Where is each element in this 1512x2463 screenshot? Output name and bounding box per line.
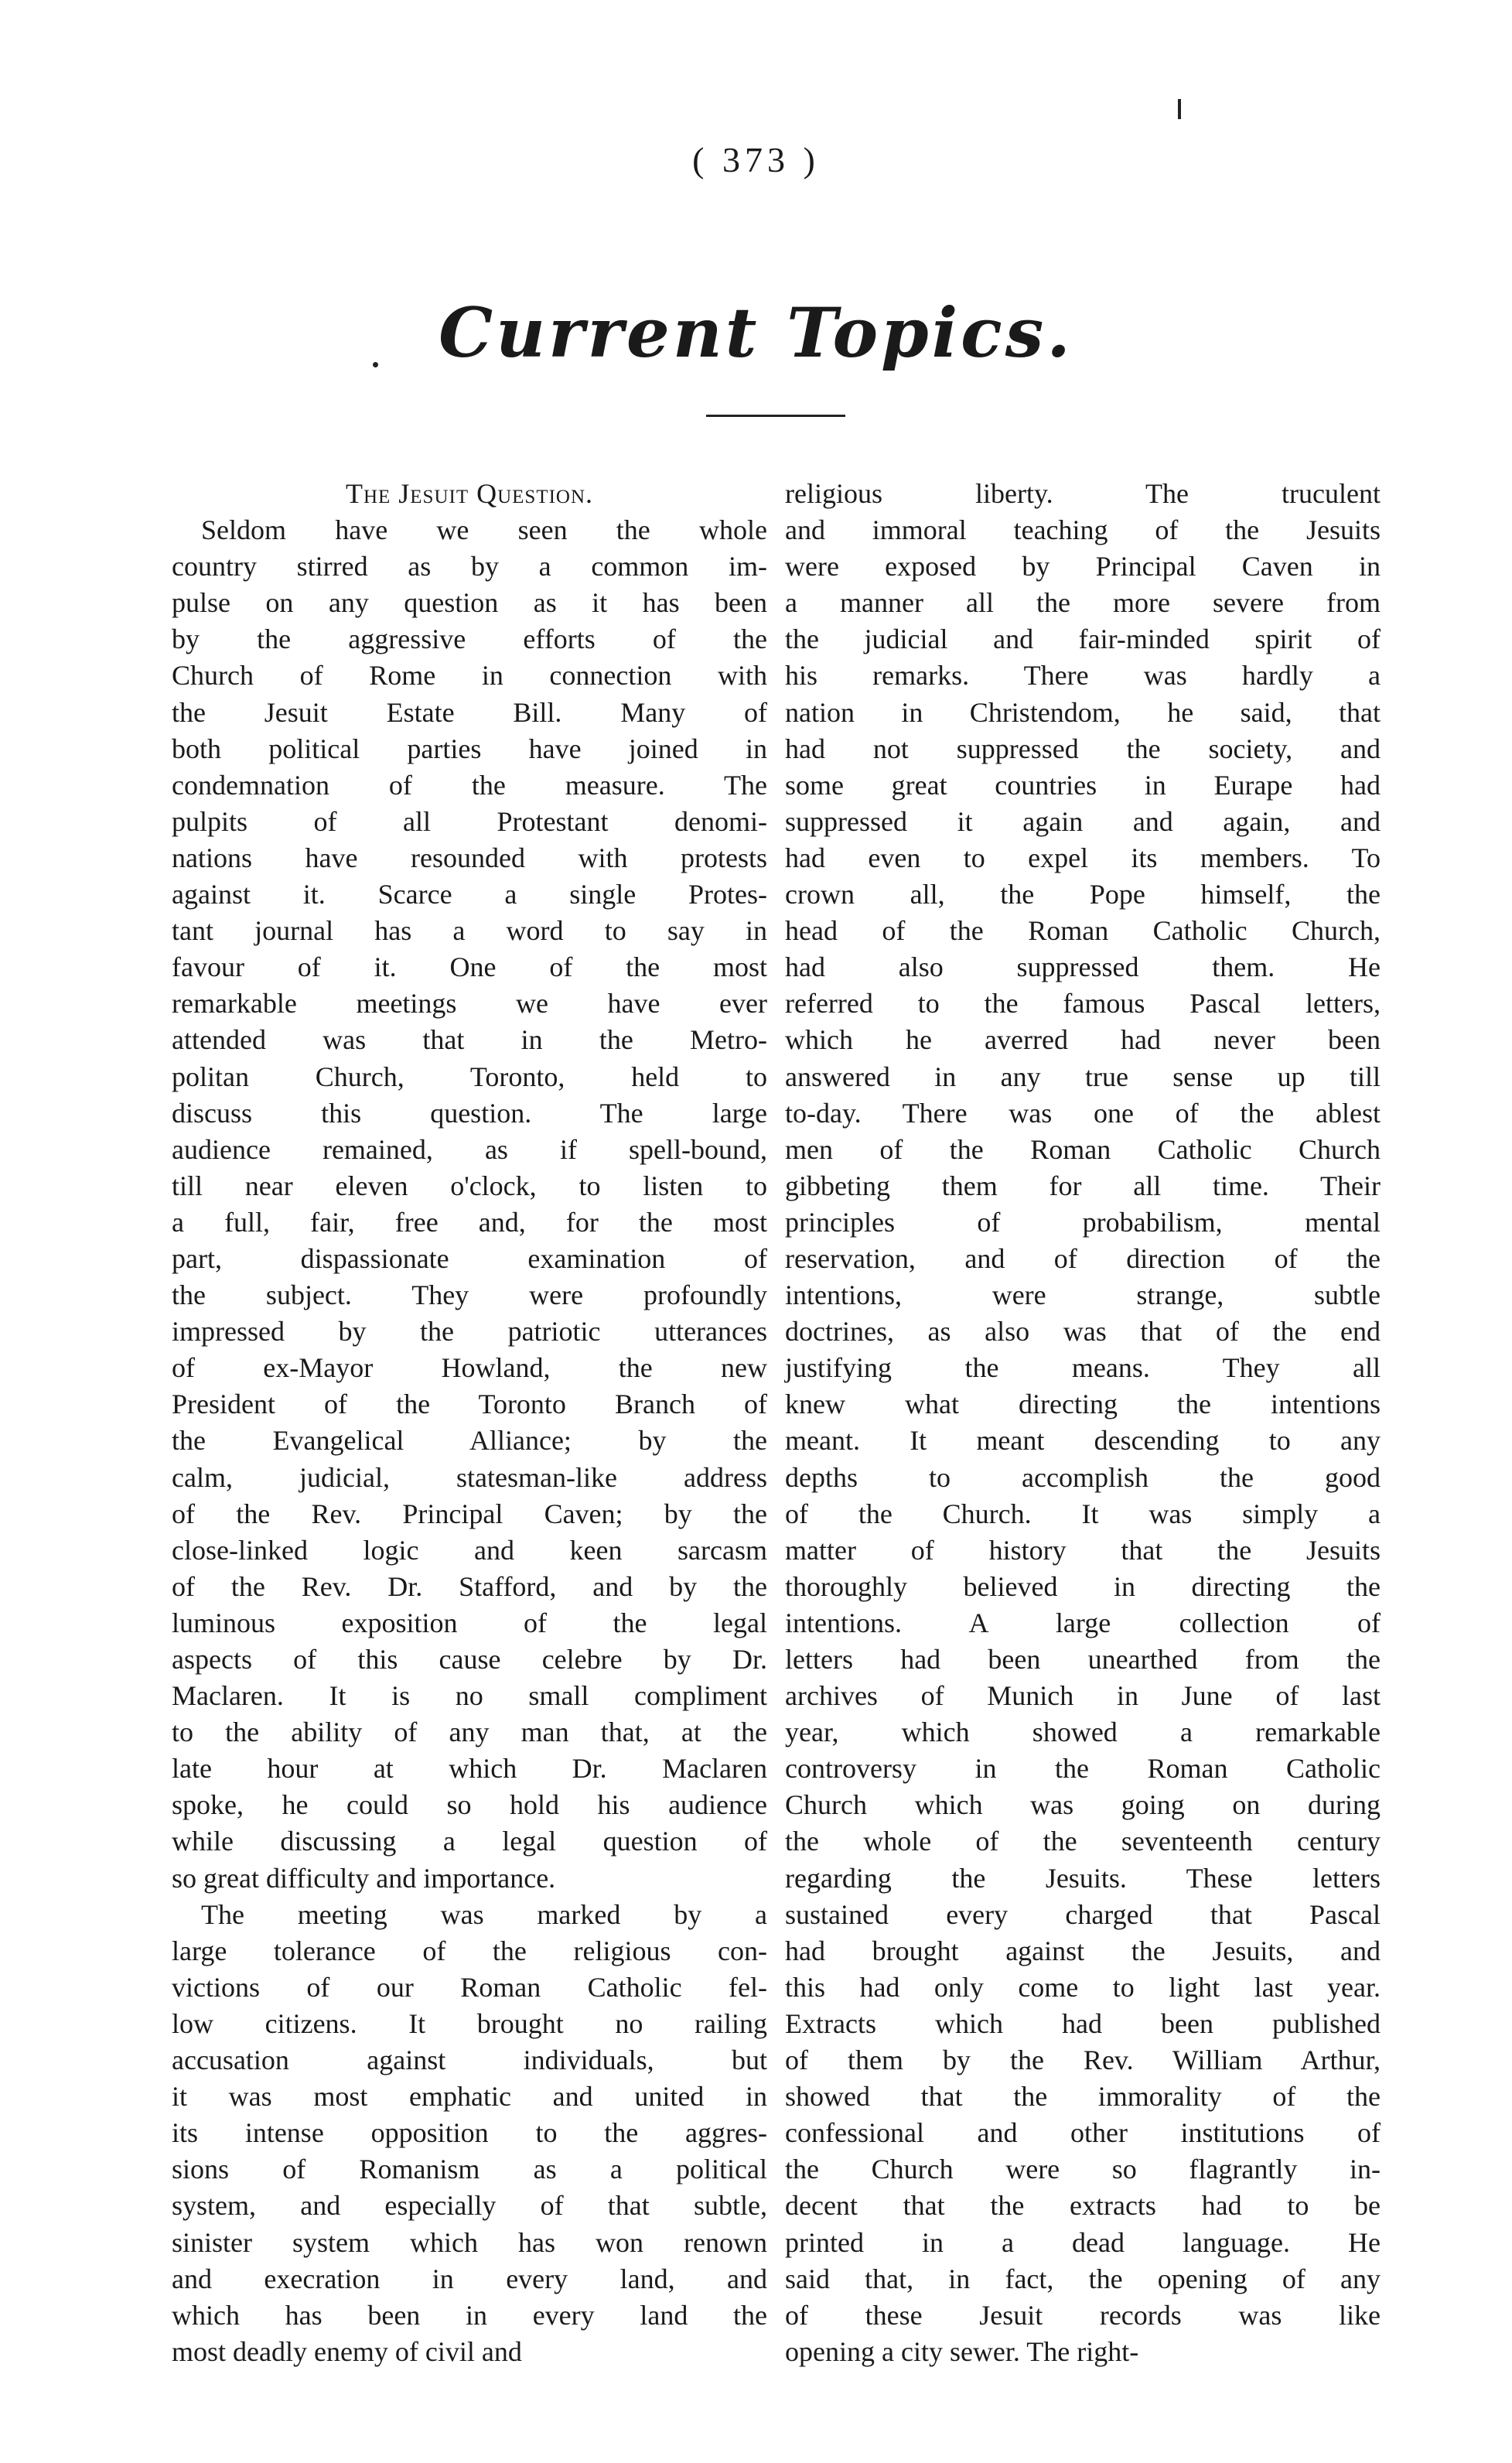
text-line: part, dispassionate examination of (172, 1242, 767, 1274)
text-line: of the Rev. Principal Caven; by the (172, 1498, 767, 1529)
text-line: against it. Scarce a single Protes- (172, 879, 767, 910)
text-line: answered in any true sense up till (785, 1061, 1381, 1092)
text-line: close-linked logic and keen sarcasm (172, 1534, 767, 1566)
page-title: Current Topics. (439, 292, 1073, 373)
text-line: principles of probabilism, mental (785, 1206, 1381, 1238)
text-line: matter of history that the Jesuits (785, 1534, 1381, 1566)
text-line: luminous exposition of the legal (172, 1607, 767, 1638)
title-rule (706, 415, 845, 417)
text-line: of the Church. It was simply a (785, 1498, 1381, 1529)
left-column (172, 476, 767, 2370)
text-line: intentions. A large collection of (785, 1607, 1381, 1638)
page-number: ( 373 ) (692, 140, 820, 179)
text-line: impressed by the patriotic utterances (172, 1316, 767, 1348)
text-line: meant. It meant descending to any (785, 1425, 1381, 1457)
text-line: spoke, he could so hold his audience (172, 1789, 767, 1821)
text-line: referred to the famous Pascal letters, (785, 988, 1381, 1020)
text-line: confessional and other institutions of (785, 2117, 1381, 2149)
text-line: remarkable meetings we have ever (172, 988, 767, 1020)
text-line: knew what directing the intentions (785, 1389, 1381, 1420)
text-line: and immoral teaching of the Jesuits (785, 514, 1381, 546)
section-heading: The Jesuit Question. (345, 478, 594, 509)
text-line: the whole of the seventeenth century (785, 1826, 1381, 1857)
text-line: a full, fair, free and, for the most (172, 1206, 767, 1238)
text-line: letters had been unearthed from the (785, 1644, 1381, 1675)
text-line: had even to expel its members. To (785, 842, 1381, 873)
text-line: its intense opposition to the aggres- (172, 2117, 767, 2149)
stray-dot (373, 362, 378, 367)
text-line: the Church were so flagrantly in- (785, 2154, 1381, 2185)
text-line: calm, judicial, statesman-like address (172, 1461, 767, 1493)
text-line: of the Rev. Dr. Stafford, and by the (172, 1570, 767, 1602)
text-line: Church of Rome in connection with (172, 660, 767, 692)
text-line: suppressed it again and again, and (785, 805, 1381, 837)
text-line: The meeting was marked by a (201, 1898, 767, 1930)
text-line: country stirred as by a common im- (172, 551, 767, 582)
text-line: justifying the means. They all (785, 1352, 1381, 1384)
text-line: said that, in fact, the opening of any (785, 2263, 1381, 2294)
text-line: thoroughly believed in directing the (785, 1570, 1381, 1602)
text-line: depths to accomplish the good (785, 1461, 1381, 1493)
text-line: till near eleven o'clock, to listen to (172, 1170, 767, 1201)
text-line: year, which showed a remarkable (785, 1717, 1381, 1748)
text-line: printed in a dead language. He (785, 2226, 1381, 2258)
text-line: men of the Roman Catholic Church (785, 1133, 1381, 1165)
text-line: accusation against individuals, but (172, 2045, 767, 2076)
text-line: sinister system which has won renown (172, 2226, 767, 2258)
text-line: politan Church, Toronto, held to (172, 1061, 767, 1092)
text-line: to the ability of any man that, at the (172, 1717, 767, 1748)
text-line: nation in Christendom, he said, that (785, 696, 1381, 728)
text-line: it was most emphatic and united in (172, 2081, 767, 2113)
text-line: Extracts which had been published (785, 2007, 1381, 2039)
text-line: opening a city sewer. The right- (785, 2335, 1139, 2367)
text-line: so great difficulty and importance. (172, 1862, 556, 1894)
text-line: aspects of this cause celebre by Dr. (172, 1644, 767, 1675)
text-line: sions of Romanism as a political (172, 2154, 767, 2185)
text-line: Maclaren. It is no small compliment (172, 1680, 767, 1712)
text-line: the subject. They were profoundly (172, 1279, 767, 1311)
text-line: which has been in every land the (172, 2299, 767, 2331)
right-column (785, 476, 1381, 2370)
text-line: while discussing a legal question of (172, 1826, 767, 1857)
text-line: regarding the Jesuits. These letters (785, 1862, 1381, 1894)
text-line: gibbeting them for all time. Their (785, 1170, 1381, 1201)
text-line: Seldom have we seen the whole (201, 514, 767, 546)
text-line: sustained every charged that Pascal (785, 1898, 1381, 1930)
text-line: a manner all the more severe from (785, 587, 1381, 619)
text-line: controversy in the Roman Catholic (785, 1753, 1381, 1785)
text-line: which he averred had never been (785, 1024, 1381, 1056)
text-line: President of the Toronto Branch of (172, 1389, 767, 1420)
text-line: tant journal has a word to say in (172, 915, 767, 947)
text-line: late hour at which Dr. Maclaren (172, 1753, 767, 1785)
text-line: most deadly enemy of civil and (172, 2335, 522, 2367)
text-line: crown all, the Pope himself, the (785, 879, 1381, 910)
text-line: some great countries in Eurape had (785, 769, 1381, 801)
margin-mark (1178, 99, 1181, 119)
text-line: archives of Munich in June of last (785, 1680, 1381, 1712)
text-line: both political parties have joined in (172, 733, 767, 764)
text-line: showed that the immorality of the (785, 2081, 1381, 2113)
text-line: the Jesuit Estate Bill. Many of (172, 696, 767, 728)
text-line: by the aggressive efforts of the (172, 623, 767, 655)
text-line: Church which was going on during (785, 1789, 1381, 1821)
text-line: large tolerance of the religious con- (172, 1935, 767, 1966)
text-line: discuss this question. The large (172, 1097, 767, 1129)
text-line: to-day. There was one of the ablest (785, 1097, 1381, 1129)
text-line: low citizens. It brought no railing (172, 2007, 767, 2039)
text-line: the Evangelical Alliance; by the (172, 1425, 767, 1457)
text-line: had also suppressed them. He (785, 951, 1381, 983)
text-line: pulse on any question as it has been (172, 587, 767, 619)
text-line: decent that the extracts had to be (785, 2190, 1381, 2222)
text-line: reservation, and of direction of the (785, 1242, 1381, 1274)
text-line: had not suppressed the society, and (785, 733, 1381, 764)
text-line: of ex-Mayor Howland, the new (172, 1352, 767, 1384)
text-line: the judicial and fair-minded spirit of (785, 623, 1381, 655)
text-line: victions of our Roman Catholic fel- (172, 1971, 767, 2003)
text-line: pulpits of all Protestant denomi- (172, 805, 767, 837)
text-line: favour of it. One of the most (172, 951, 767, 983)
text-line: of them by the Rev. William Arthur, (785, 2045, 1381, 2076)
text-line: attended was that in the Metro- (172, 1024, 767, 1056)
text-line: head of the Roman Catholic Church, (785, 915, 1381, 947)
text-line: religious liberty. The truculent (785, 478, 1381, 509)
text-line: this had only come to light last year. (785, 1971, 1381, 2003)
text-line: system, and especially of that subtle, (172, 2190, 767, 2222)
text-line: and execration in every land, and (172, 2263, 767, 2294)
text-line: doctrines, as also was that of the end (785, 1316, 1381, 1348)
text-line: were exposed by Principal Caven in (785, 551, 1381, 582)
text-line: his remarks. There was hardly a (785, 660, 1381, 692)
text-line: nations have resounded with protests (172, 842, 767, 873)
text-line: of these Jesuit records was like (785, 2299, 1381, 2331)
text-line: intentions, were strange, subtle (785, 1279, 1381, 1311)
text-line: condemnation of the measure. The (172, 769, 767, 801)
text-line: audience remained, as if spell-bound, (172, 1133, 767, 1165)
text-line: had brought against the Jesuits, and (785, 1935, 1381, 1966)
